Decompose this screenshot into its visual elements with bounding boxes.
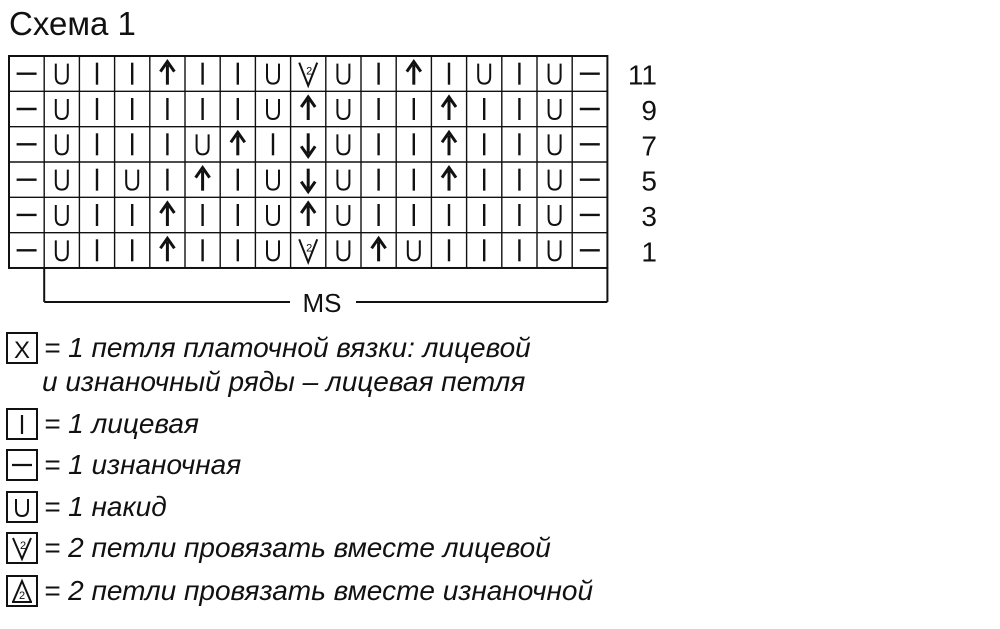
legend-text-garter-cont: и изнаночный ряды – лицевая петля bbox=[42, 366, 526, 397]
yarnover-icon bbox=[549, 240, 561, 260]
legend-item-purl bbox=[6, 449, 241, 481]
yarnover-icon bbox=[337, 99, 349, 119]
knit-two-together-icon bbox=[299, 239, 317, 262]
arrow-up-icon bbox=[231, 132, 245, 155]
arrow-up-icon bbox=[196, 168, 210, 191]
legend-text-yarnover: = 1 накид bbox=[44, 491, 167, 522]
yarnover-icon bbox=[56, 134, 68, 154]
svg-text:X: X bbox=[13, 337, 31, 364]
arrow-down-icon bbox=[301, 169, 315, 192]
legend-text-k2tog-knit: = 2 петли провязать вместе лицевой bbox=[44, 532, 551, 563]
garter-stitch-icon bbox=[6, 332, 38, 364]
yarnover-icon bbox=[267, 170, 279, 190]
svg-text:2: 2 bbox=[18, 590, 26, 602]
yarnover-icon bbox=[337, 240, 349, 260]
legend-text-purl: = 1 изнаночная bbox=[44, 449, 242, 480]
yarnover-icon bbox=[6, 491, 38, 523]
svg-text:2: 2 bbox=[19, 540, 27, 552]
arrow-up-icon bbox=[160, 62, 174, 85]
yarnover-icon bbox=[478, 64, 490, 84]
arrow-up-icon bbox=[160, 203, 174, 226]
yarnover-icon bbox=[549, 205, 561, 225]
row-number: 11 bbox=[627, 59, 657, 91]
yarnover-icon bbox=[267, 205, 279, 225]
yarnover-icon bbox=[197, 134, 209, 154]
arrow-up-icon bbox=[442, 168, 456, 191]
repeat-label: MS bbox=[302, 288, 342, 318]
knit-two-together-icon bbox=[299, 63, 317, 86]
arrow-up-icon bbox=[407, 62, 421, 85]
legend-item-knit bbox=[6, 408, 199, 440]
yarnover-icon bbox=[337, 64, 349, 84]
arrow-up-icon bbox=[301, 97, 315, 120]
yarnover-icon bbox=[549, 99, 561, 119]
arrow-up-icon bbox=[160, 238, 174, 261]
row-number: 5 bbox=[641, 165, 657, 197]
legend-item-yarnover bbox=[6, 491, 167, 523]
legend-text-knit: = 1 лицевая bbox=[44, 408, 199, 439]
legend-text-k2tog-purl: = 2 петли провязать вместе изнаночной bbox=[44, 575, 594, 606]
yarnover-icon bbox=[267, 99, 279, 119]
yarnover-icon bbox=[56, 64, 68, 84]
legend-item-k2tog-knit bbox=[6, 532, 551, 564]
row-number: 1 bbox=[641, 236, 657, 268]
knit-stitch-icon bbox=[6, 408, 38, 440]
repeat-bracket bbox=[44, 268, 607, 318]
yarnover-icon bbox=[267, 64, 279, 84]
purl-stitch-icon bbox=[6, 449, 38, 481]
row-number: 9 bbox=[641, 94, 657, 126]
page-title: Схема 1 bbox=[9, 5, 136, 42]
yarnover-icon bbox=[549, 134, 561, 154]
row-number: 7 bbox=[641, 130, 657, 162]
yarnover-icon bbox=[56, 170, 68, 190]
yarnover-icon bbox=[56, 99, 68, 119]
legend-item-k2tog-purl bbox=[6, 575, 593, 607]
knit-two-together-icon bbox=[6, 532, 38, 564]
yarnover-icon bbox=[549, 64, 561, 84]
yarnover-icon bbox=[56, 240, 68, 260]
arrow-up-icon bbox=[372, 238, 386, 261]
svg-text:2: 2 bbox=[306, 65, 313, 78]
yarnover-icon bbox=[337, 134, 349, 154]
yarnover-icon bbox=[126, 170, 138, 190]
arrow-up-icon bbox=[301, 203, 315, 226]
row-number: 3 bbox=[641, 200, 657, 232]
arrow-up-icon bbox=[442, 132, 456, 155]
arrow-up-icon bbox=[442, 97, 456, 120]
purl-two-together-icon bbox=[6, 575, 38, 607]
yarnover-icon bbox=[337, 170, 349, 190]
yarnover-icon bbox=[267, 240, 279, 260]
yarnover-icon bbox=[56, 205, 68, 225]
yarnover-icon bbox=[337, 205, 349, 225]
row-numbers bbox=[628, 60, 657, 268]
arrow-down-icon bbox=[301, 133, 315, 156]
yarnover-icon bbox=[549, 170, 561, 190]
legend-text-garter: = 1 петля платочной вязки: лицевой bbox=[44, 332, 531, 363]
yarnover-icon bbox=[408, 240, 420, 260]
svg-text:2: 2 bbox=[306, 242, 313, 255]
legend-item-garter bbox=[6, 332, 531, 364]
